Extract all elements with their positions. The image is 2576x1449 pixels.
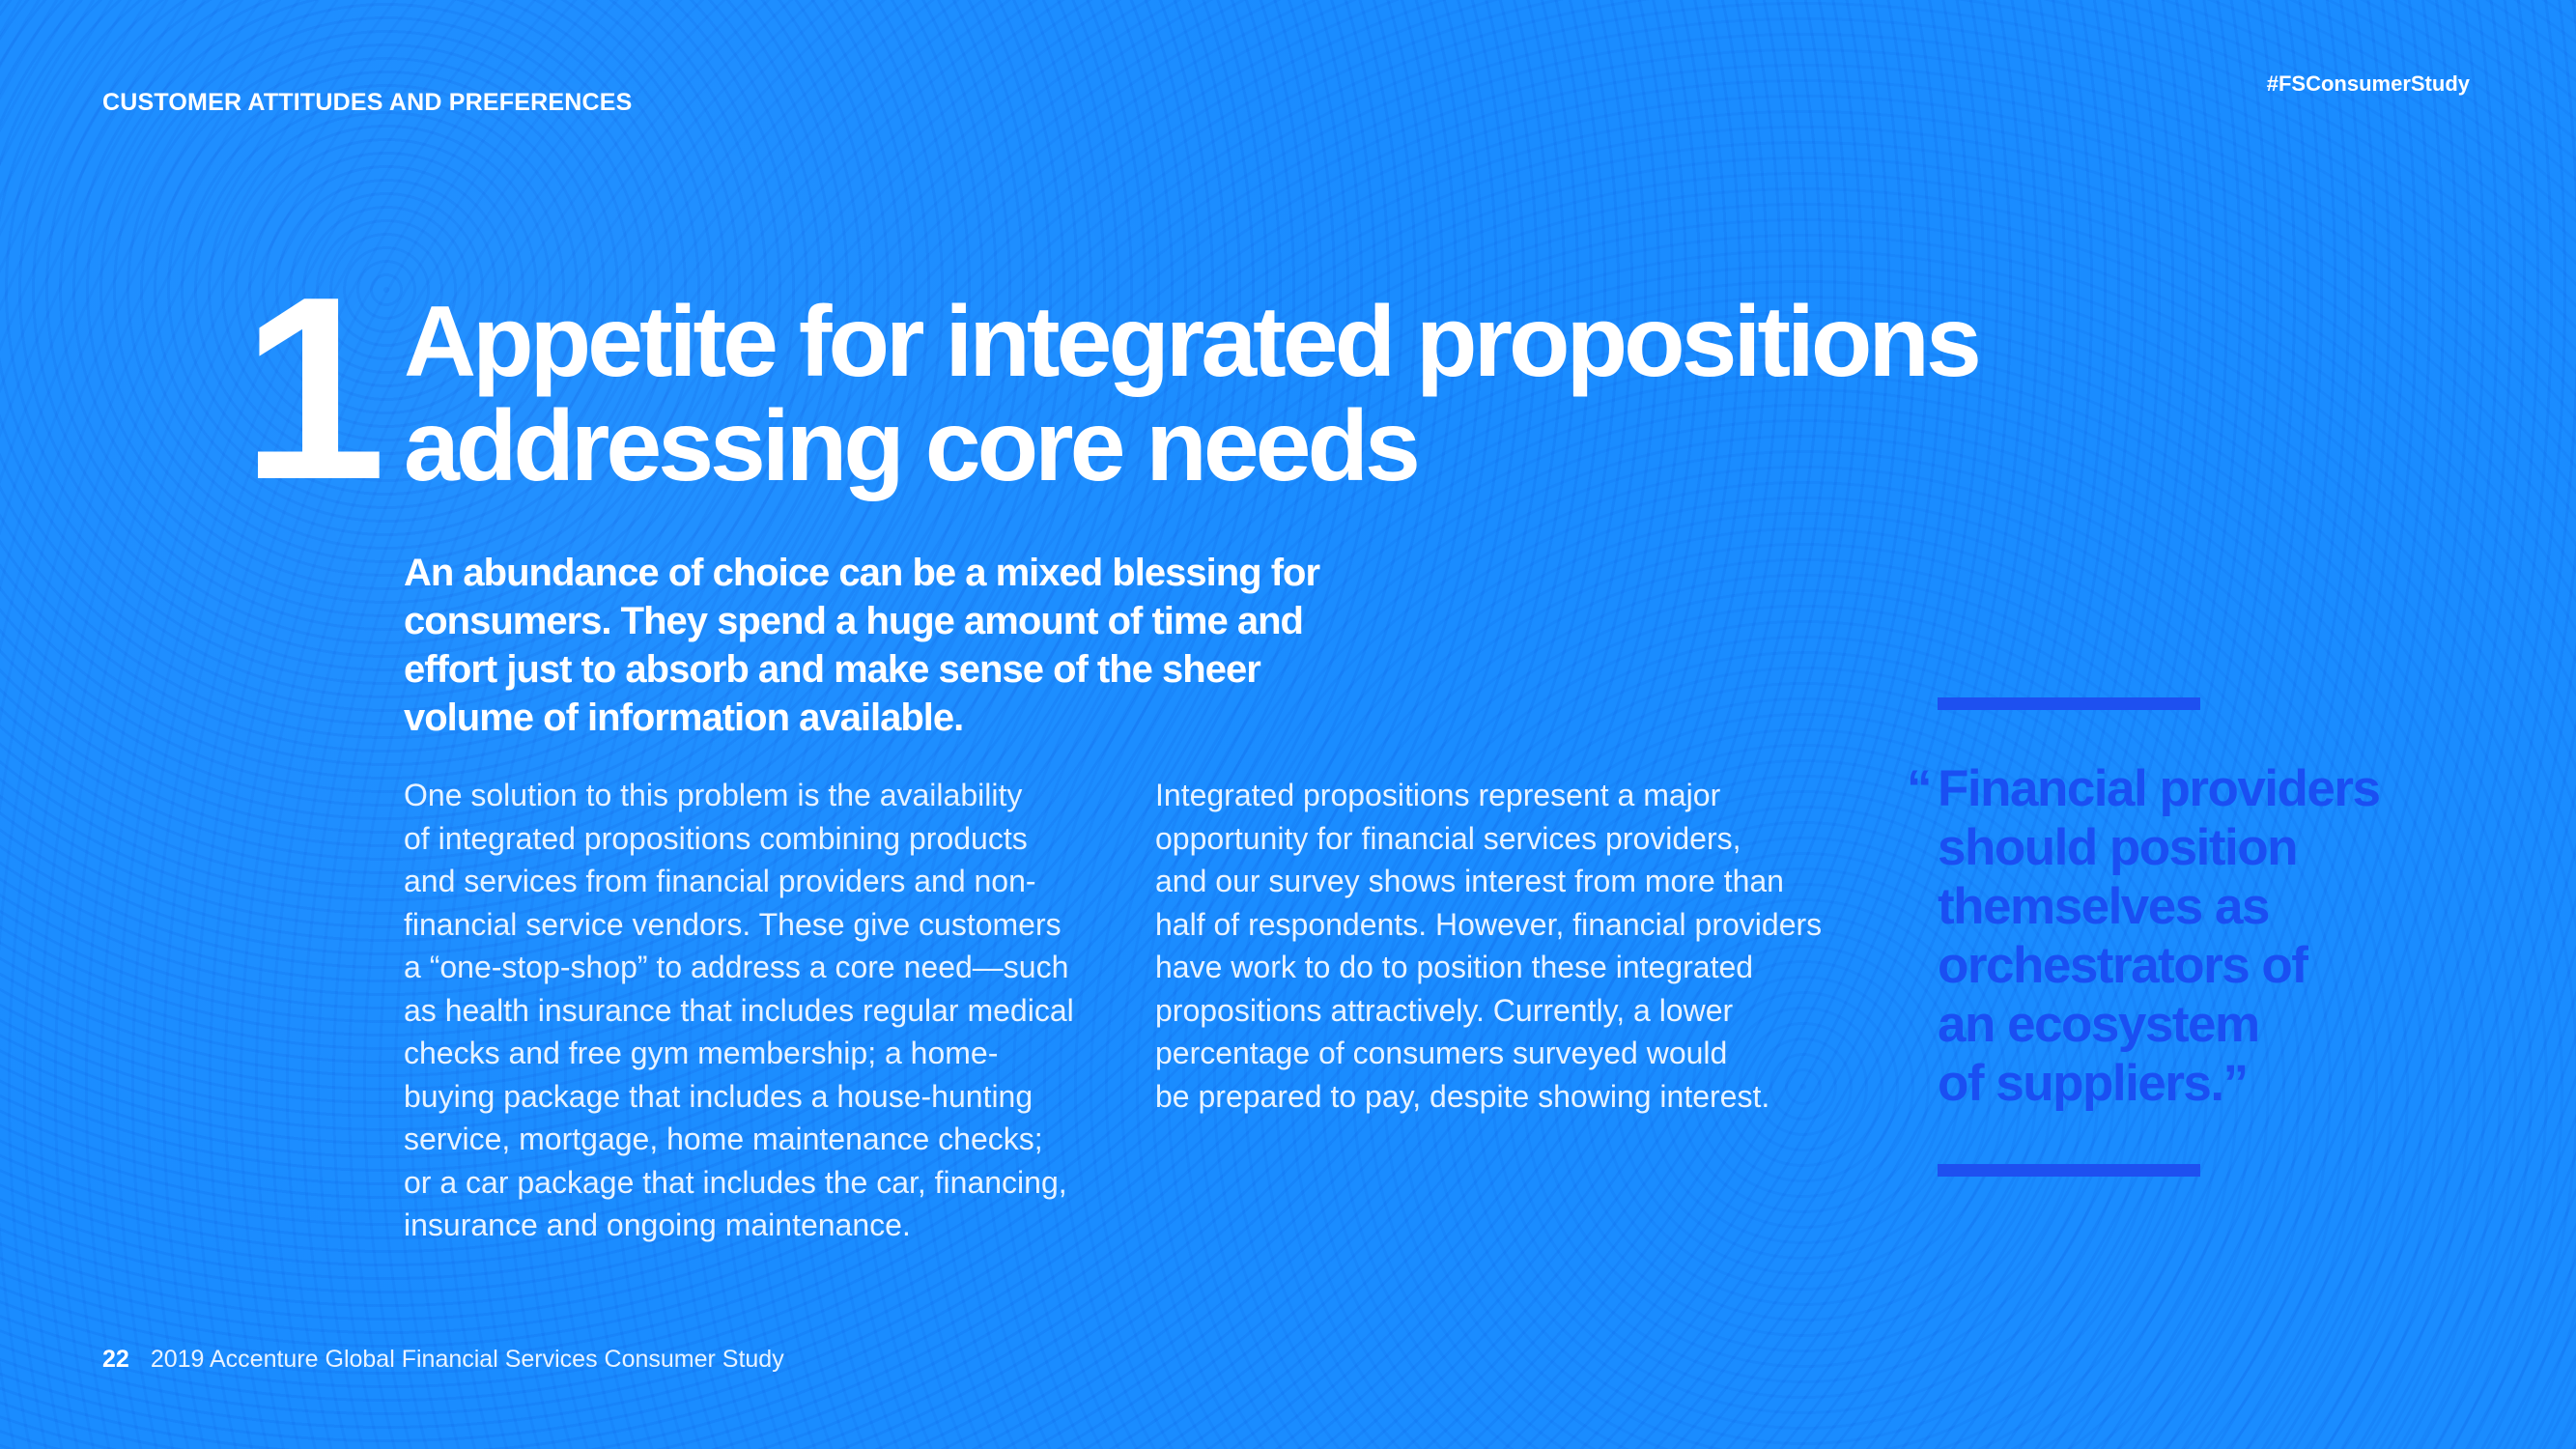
quote-line: should position (1938, 819, 2297, 876)
body-line: have work to do to position these integrated (1155, 950, 1754, 984)
page-title (404, 286, 2335, 502)
publication-title: 2019 Accenture Global Financial Services Consumer Study (150, 1346, 784, 1373)
subhead-line: effort just to absorb and make sense of the sheer (404, 648, 1260, 691)
body-line: financial service vendors. These give customers (404, 906, 1062, 942)
title-line: addressing core needs (404, 390, 1417, 502)
pull-quote (1907, 759, 2525, 1113)
subhead-line: volume of information available. (404, 696, 964, 739)
quote-open-mark: “ (1907, 760, 1931, 817)
body-line: opportunity for financial services providers, (1155, 820, 1741, 856)
body-line: insurance and ongoing maintenance. (404, 1208, 911, 1242)
hashtag: #FSConsumerStudy (2266, 71, 2470, 96)
subhead-line: An abundance of choice can be a mixed blessing for (404, 552, 1320, 594)
section-label: CUSTOMER ATTITUDES AND PREFERENCES (102, 89, 633, 116)
body-line: of integrated propositions combining products (404, 820, 1028, 856)
subhead-line: consumers. They spend a huge amount of time and (404, 600, 1303, 642)
quote-line: an ecosystem (1938, 996, 2259, 1053)
section-number: 1 (241, 243, 370, 534)
body-line: be prepared to pay, despite showing interest. (1155, 1078, 1770, 1114)
body-line: or a car package that includes the car, financing, (404, 1164, 1067, 1200)
body-line: and services from financial providers and non- (404, 864, 1036, 898)
footer (102, 1346, 784, 1374)
page-number: 22 (102, 1346, 129, 1373)
body-line: and our survey shows interest from more than (1155, 864, 1784, 898)
body-line: a “one-stop-shop” to address a core need—such (404, 950, 1069, 984)
quote-divider-top (1938, 697, 2200, 710)
body-line: half of respondents. However, financial providers (1155, 906, 1823, 942)
body-line: buying package that includes a house-hunting (404, 1078, 1033, 1114)
quote-divider-bottom (1938, 1164, 2200, 1177)
body-line: Integrated propositions represent a major (1155, 778, 1721, 812)
body-column-1 (404, 774, 1118, 1247)
body-line: as health insurance that includes regular medical (404, 992, 1074, 1028)
title-line: Appetite for integrated propositions (404, 286, 1978, 398)
quote-line: Financial providers (1938, 760, 2380, 817)
subheading (404, 549, 1514, 742)
body-column-2 (1155, 774, 1870, 1118)
quote-line: orchestrators of (1938, 937, 2307, 994)
body-line: percentage of consumers surveyed would (1155, 1036, 1728, 1070)
quote-line: themselves as (1938, 878, 2269, 935)
body-line: One solution to this problem is the availability (404, 778, 1023, 812)
body-line: propositions attractively. Currently, a lower (1155, 992, 1734, 1028)
quote-line: of suppliers.” (1938, 1055, 2248, 1112)
body-line: service, mortgage, home maintenance checks; (404, 1122, 1043, 1156)
body-line: checks and free gym membership; a home- (404, 1036, 999, 1070)
